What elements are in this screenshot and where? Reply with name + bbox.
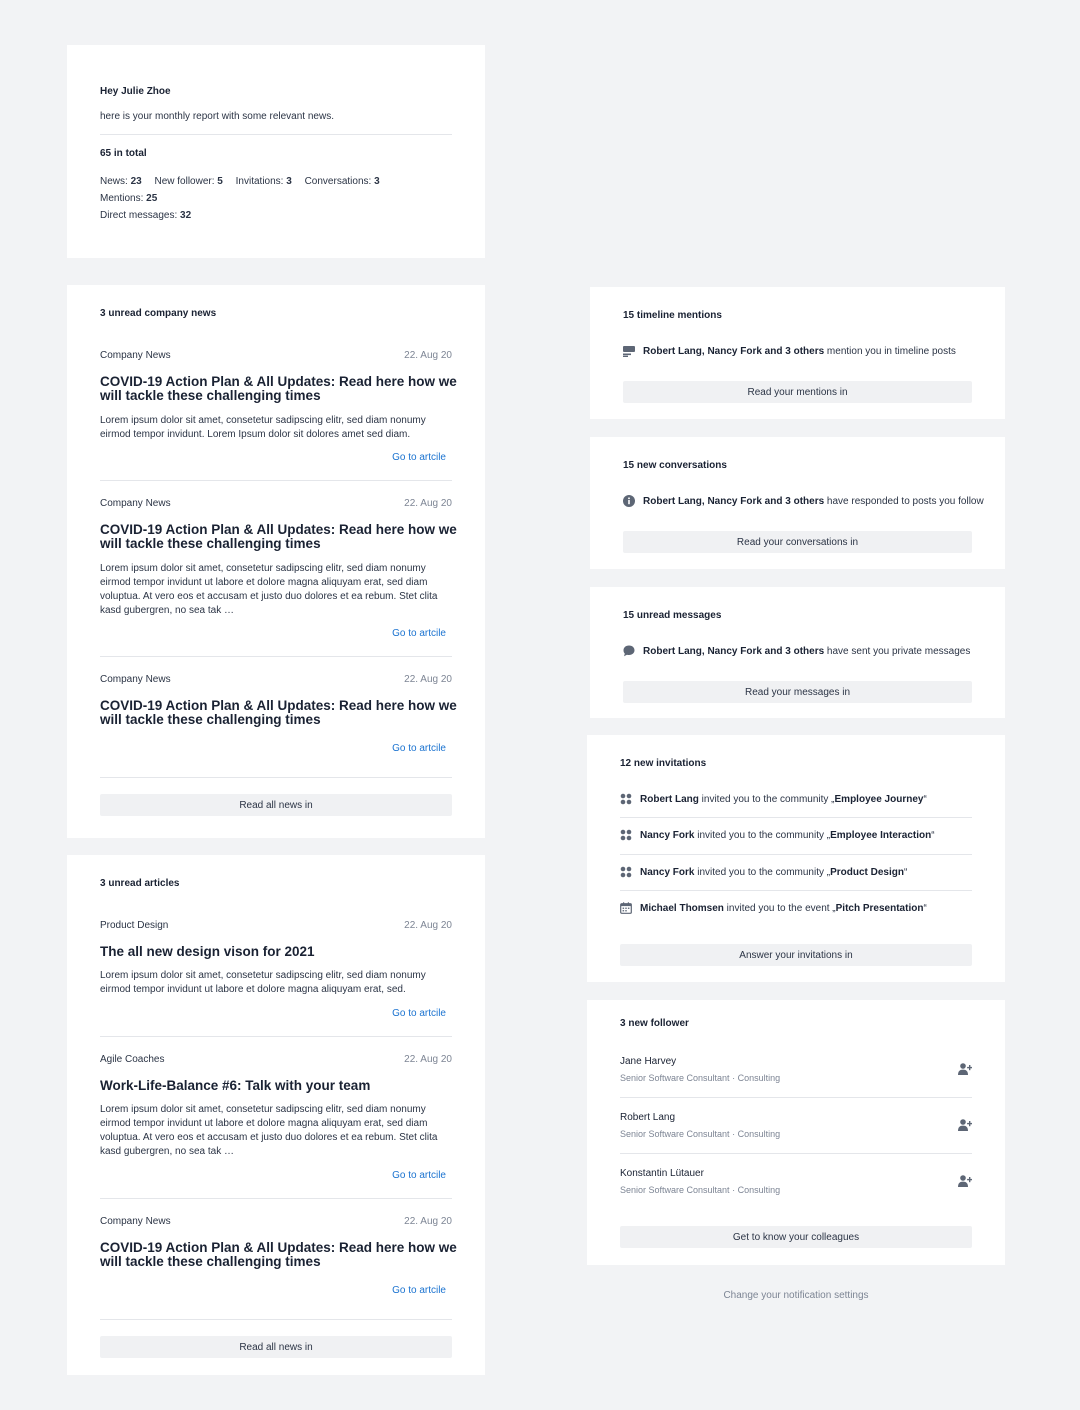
info-icon (623, 495, 635, 507)
invitation-quote: “ (931, 829, 935, 841)
article-title[interactable]: COVID-19 Action Plan & All Updates: Read here how we will tackle these challenging times (100, 1240, 457, 1269)
article-category: Company News (100, 350, 171, 361)
article-category: Company News (100, 674, 171, 685)
get-to-know-colleagues-button[interactable]: Get to know your colleagues (620, 1226, 972, 1248)
article-date: 22. Aug 20 (404, 350, 452, 361)
go-to-article-link[interactable]: Go to artcile (392, 628, 446, 639)
go-to-article-link[interactable]: Go to artcile (392, 1285, 446, 1296)
invitation-quote: “ (923, 793, 927, 805)
community-icon (620, 866, 632, 878)
stat-invitations: Invitations: 3 (235, 176, 292, 187)
invitation-row (620, 902, 927, 914)
stat-new-follower: New follower: 5 (154, 176, 223, 187)
article-title[interactable]: The all new design vison for 2021 (100, 944, 315, 959)
follower-subtitle: Senior Software Consultant · Consulting (620, 1185, 781, 1195)
divider (100, 134, 452, 135)
go-to-article-link[interactable]: Go to artcile (392, 743, 446, 754)
article-title[interactable]: COVID-19 Action Plan & All Updates: Read here how we will tackle these challenging times (100, 522, 457, 551)
invitation-target[interactable]: Product Design (830, 866, 904, 878)
stat-conversations: Conversations: 3 (304, 176, 380, 187)
invitation-text: invited you to the community „ (694, 829, 831, 841)
read-all-articles-button[interactable]: Read all news in (100, 1336, 452, 1358)
section-title: 15 timeline mentions (623, 310, 722, 321)
company-news-card (67, 285, 485, 838)
invitation-row (620, 866, 907, 878)
inviter-name[interactable]: Michael Thomsen (640, 902, 724, 914)
invitation-target[interactable]: Pitch Presentation (835, 902, 924, 914)
read-mentions-button[interactable]: Read your mentions in (623, 381, 972, 403)
section-title: 3 unread company news (100, 308, 217, 319)
mention-text: mention you in timeline posts (824, 345, 956, 357)
add-person-icon[interactable] (958, 1174, 972, 1188)
conversations-card (590, 437, 1005, 569)
invitation-row (620, 793, 927, 805)
article-date: 22. Aug 20 (404, 498, 452, 509)
inviter-name[interactable]: Nancy Fork (640, 829, 695, 841)
article-title[interactable]: Work-Life-Balance #6: Talk with your team (100, 1078, 371, 1093)
divider (100, 656, 452, 657)
article-excerpt: Lorem ipsum dolor sit amet, consetetur sadipscing elitr, sed diam nonumy eirmod tempor invidunt. Lorem Ipsum dolor sit dolores amet sed diam. (100, 415, 426, 440)
divider (620, 1153, 972, 1154)
invitation-target[interactable]: Employee Interaction (830, 829, 932, 841)
section-title: 3 new follower (620, 1018, 689, 1029)
total-count: 65 in total (100, 148, 147, 159)
greeting: Hey Julie Zhoe (100, 86, 171, 97)
message-text: have sent you private messages (824, 645, 971, 657)
divider (620, 817, 972, 818)
divider (100, 480, 452, 481)
inviter-name[interactable]: Nancy Fork (640, 866, 695, 878)
article-title[interactable]: COVID-19 Action Plan & All Updates: Read here how we will tackle these challenging times (100, 698, 457, 727)
conversation-text: have responded to posts you follow (824, 495, 984, 507)
section-title: 12 new invitations (620, 758, 707, 769)
section-title: 15 new conversations (623, 460, 727, 471)
divider (620, 890, 972, 891)
summary-card (67, 45, 485, 258)
invitation-text: invited you to the community „ (694, 866, 831, 878)
divider (620, 1097, 972, 1098)
divider (100, 1036, 452, 1037)
divider (100, 777, 452, 778)
articles-card (67, 855, 485, 1375)
article-excerpt: Lorem ipsum dolor sit amet, consetetur sadipscing elitr, sed diam nonumy eirmod tempor invidunt ut labore et dolore magna aliquyam erat, sed diam voluptua. At vero eos et accusam et justo duo dolores et ea rebum. Stet clita kasd gubergren, no sea tak … (100, 563, 438, 616)
divider (100, 1319, 452, 1320)
calendar-icon (620, 902, 632, 914)
invitation-text: invited you to the event „ (723, 902, 836, 914)
messages-card (590, 587, 1005, 718)
community-icon (620, 829, 632, 841)
go-to-article-link[interactable]: Go to artcile (392, 452, 446, 463)
invitation-quote: “ (904, 866, 908, 878)
invitation-text: invited you to the community „ (698, 793, 835, 805)
mentions-card (590, 287, 1005, 419)
invitation-row (620, 829, 935, 841)
follower-name[interactable]: Jane Harvey (620, 1056, 677, 1067)
read-messages-button[interactable]: Read your messages in (623, 681, 972, 703)
article-date: 22. Aug 20 (404, 920, 452, 931)
stat-mentions: Mentions: 25 (100, 193, 158, 204)
intro-text: here is your monthly report with some relevant news. (100, 111, 334, 122)
article-category: Company News (100, 498, 171, 509)
mentions-row (623, 345, 956, 357)
divider (100, 1198, 452, 1199)
message-names[interactable]: Robert Lang, Nancy Fork and 3 others (643, 645, 825, 657)
article-date: 22. Aug 20 (404, 674, 452, 685)
invitation-target[interactable]: Employee Journey (834, 793, 924, 805)
add-person-icon[interactable] (958, 1062, 972, 1076)
article-date: 22. Aug 20 (404, 1216, 452, 1227)
chat-bubble-icon (623, 645, 635, 657)
section-title: 15 unread messages (623, 610, 722, 621)
article-category: Agile Coaches (100, 1054, 165, 1065)
article-excerpt: Lorem ipsum dolor sit amet, consetetur sadipscing elitr, sed diam nonumy eirmod tempor invidunt ut labore et dolore magna aliquyam erat, sed diam voluptua. At vero eos et accusam et justo duo dolores et ea rebum. Stet clita kasd gubergren, no sea tak … (100, 1104, 438, 1157)
follower-name[interactable]: Konstantin Lütauer (620, 1168, 704, 1179)
mention-names[interactable]: Robert Lang, Nancy Fork and 3 others (643, 345, 825, 357)
article-date: 22. Aug 20 (404, 1054, 452, 1065)
article-category: Product Design (100, 920, 169, 931)
conversations-row (623, 495, 984, 507)
notification-settings-link[interactable]: Change your notification settings (723, 1290, 869, 1301)
stats-list (100, 173, 450, 224)
divider (620, 854, 972, 855)
stat-news: News: 23 (100, 176, 142, 187)
community-icon (620, 793, 632, 805)
inviter-name[interactable]: Robert Lang (640, 793, 699, 805)
article-title[interactable]: COVID-19 Action Plan & All Updates: Read here how we will tackle these challenging times (100, 374, 457, 403)
stat-direct-messages: Direct messages: 32 (100, 210, 192, 221)
timeline-post-icon (623, 345, 635, 357)
follower-name[interactable]: Robert Lang (620, 1112, 676, 1123)
follower-subtitle: Senior Software Consultant · Consulting (620, 1073, 781, 1083)
answer-invitations-button[interactable]: Answer your invitations in (620, 944, 972, 966)
read-conversations-button[interactable]: Read your conversations in (623, 531, 972, 553)
add-person-icon[interactable] (958, 1118, 972, 1132)
followers-card (587, 1000, 1005, 1265)
conversation-names[interactable]: Robert Lang, Nancy Fork and 3 others (643, 495, 825, 507)
invitation-quote: “ (923, 902, 927, 914)
read-all-news-button[interactable]: Read all news in (100, 794, 452, 816)
go-to-article-link[interactable]: Go to artcile (392, 1170, 446, 1181)
article-excerpt: Lorem ipsum dolor sit amet, consetetur sadipscing elitr, sed diam nonumy eirmod tempor invidunt ut labore et dolore magna aliquyam erat, sed. (100, 970, 426, 995)
messages-row (623, 645, 970, 657)
follower-subtitle: Senior Software Consultant · Consulting (620, 1129, 781, 1139)
section-title: 3 unread articles (100, 878, 180, 889)
invitations-card (587, 735, 1005, 982)
article-category: Company News (100, 1216, 171, 1227)
go-to-article-link[interactable]: Go to artcile (392, 1008, 446, 1019)
